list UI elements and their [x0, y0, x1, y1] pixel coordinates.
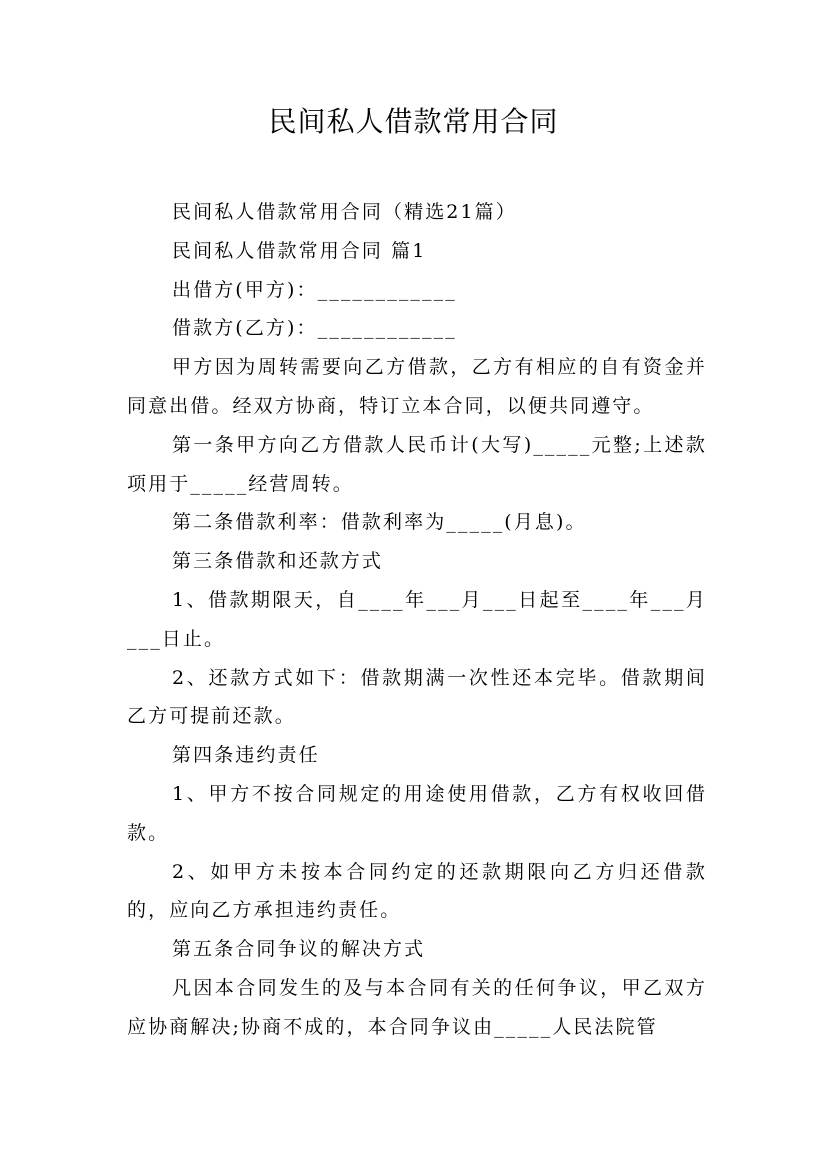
paragraph-subtitle: 民间私人借款常用合同（精选21篇） [172, 201, 517, 223]
paragraph-article-2: 第二条借款利率：借款利率为_____(月息)。 [172, 511, 587, 534]
paragraph-borrower: 借款方(乙方)：____________ [172, 317, 457, 340]
paragraph-preamble: 甲方因为周转需要向乙方借款，乙方有相应的自有资金并同意出借。经双方协商，特订立本合同，以便共同遵守。 [127, 356, 707, 417]
paragraph-section-heading: 民间私人借款常用合同 篇1 [172, 239, 427, 262]
paragraph-article-4-item-1: 1、甲方不按合同规定的用途使用借款，乙方有权收回借款。 [127, 782, 707, 844]
paragraph-article-3-heading: 第三条借款和还款方式 [172, 550, 384, 573]
paragraph-lender: 出借方(甲方)：____________ [172, 278, 457, 301]
paragraph-article-3-item-1: 1、借款期限天，自____年___月___日起至____年___月___日止。 [127, 588, 707, 650]
paragraph-article-5-text: 凡因本合同发生的及与本合同有关的任何争议，甲乙双方应协商解决;协商不成的，本合同争议由_____人民法院管 [127, 976, 707, 1038]
document-body [127, 193, 707, 1047]
paragraph-article-4-item-2: 2、如甲方未按本合同约定的还款期限向乙方归还借款的，应向乙方承担违约责任。 [127, 860, 707, 922]
paragraph-article-4-heading: 第四条违约责任 [172, 744, 320, 767]
paragraph-article-1: 第一条甲方向乙方借款人民币计(大写)_____元整;上述款项用于_____经营周转。 [127, 433, 707, 495]
document-title: 民间私人借款常用合同 [268, 105, 559, 138]
paragraph-article-5-heading: 第五条合同争议的解决方式 [172, 938, 426, 961]
paragraph-article-3-item-2: 2、还款方式如下：借款期满一次性还本完毕。借款期间乙方可提前还款。 [127, 666, 707, 728]
